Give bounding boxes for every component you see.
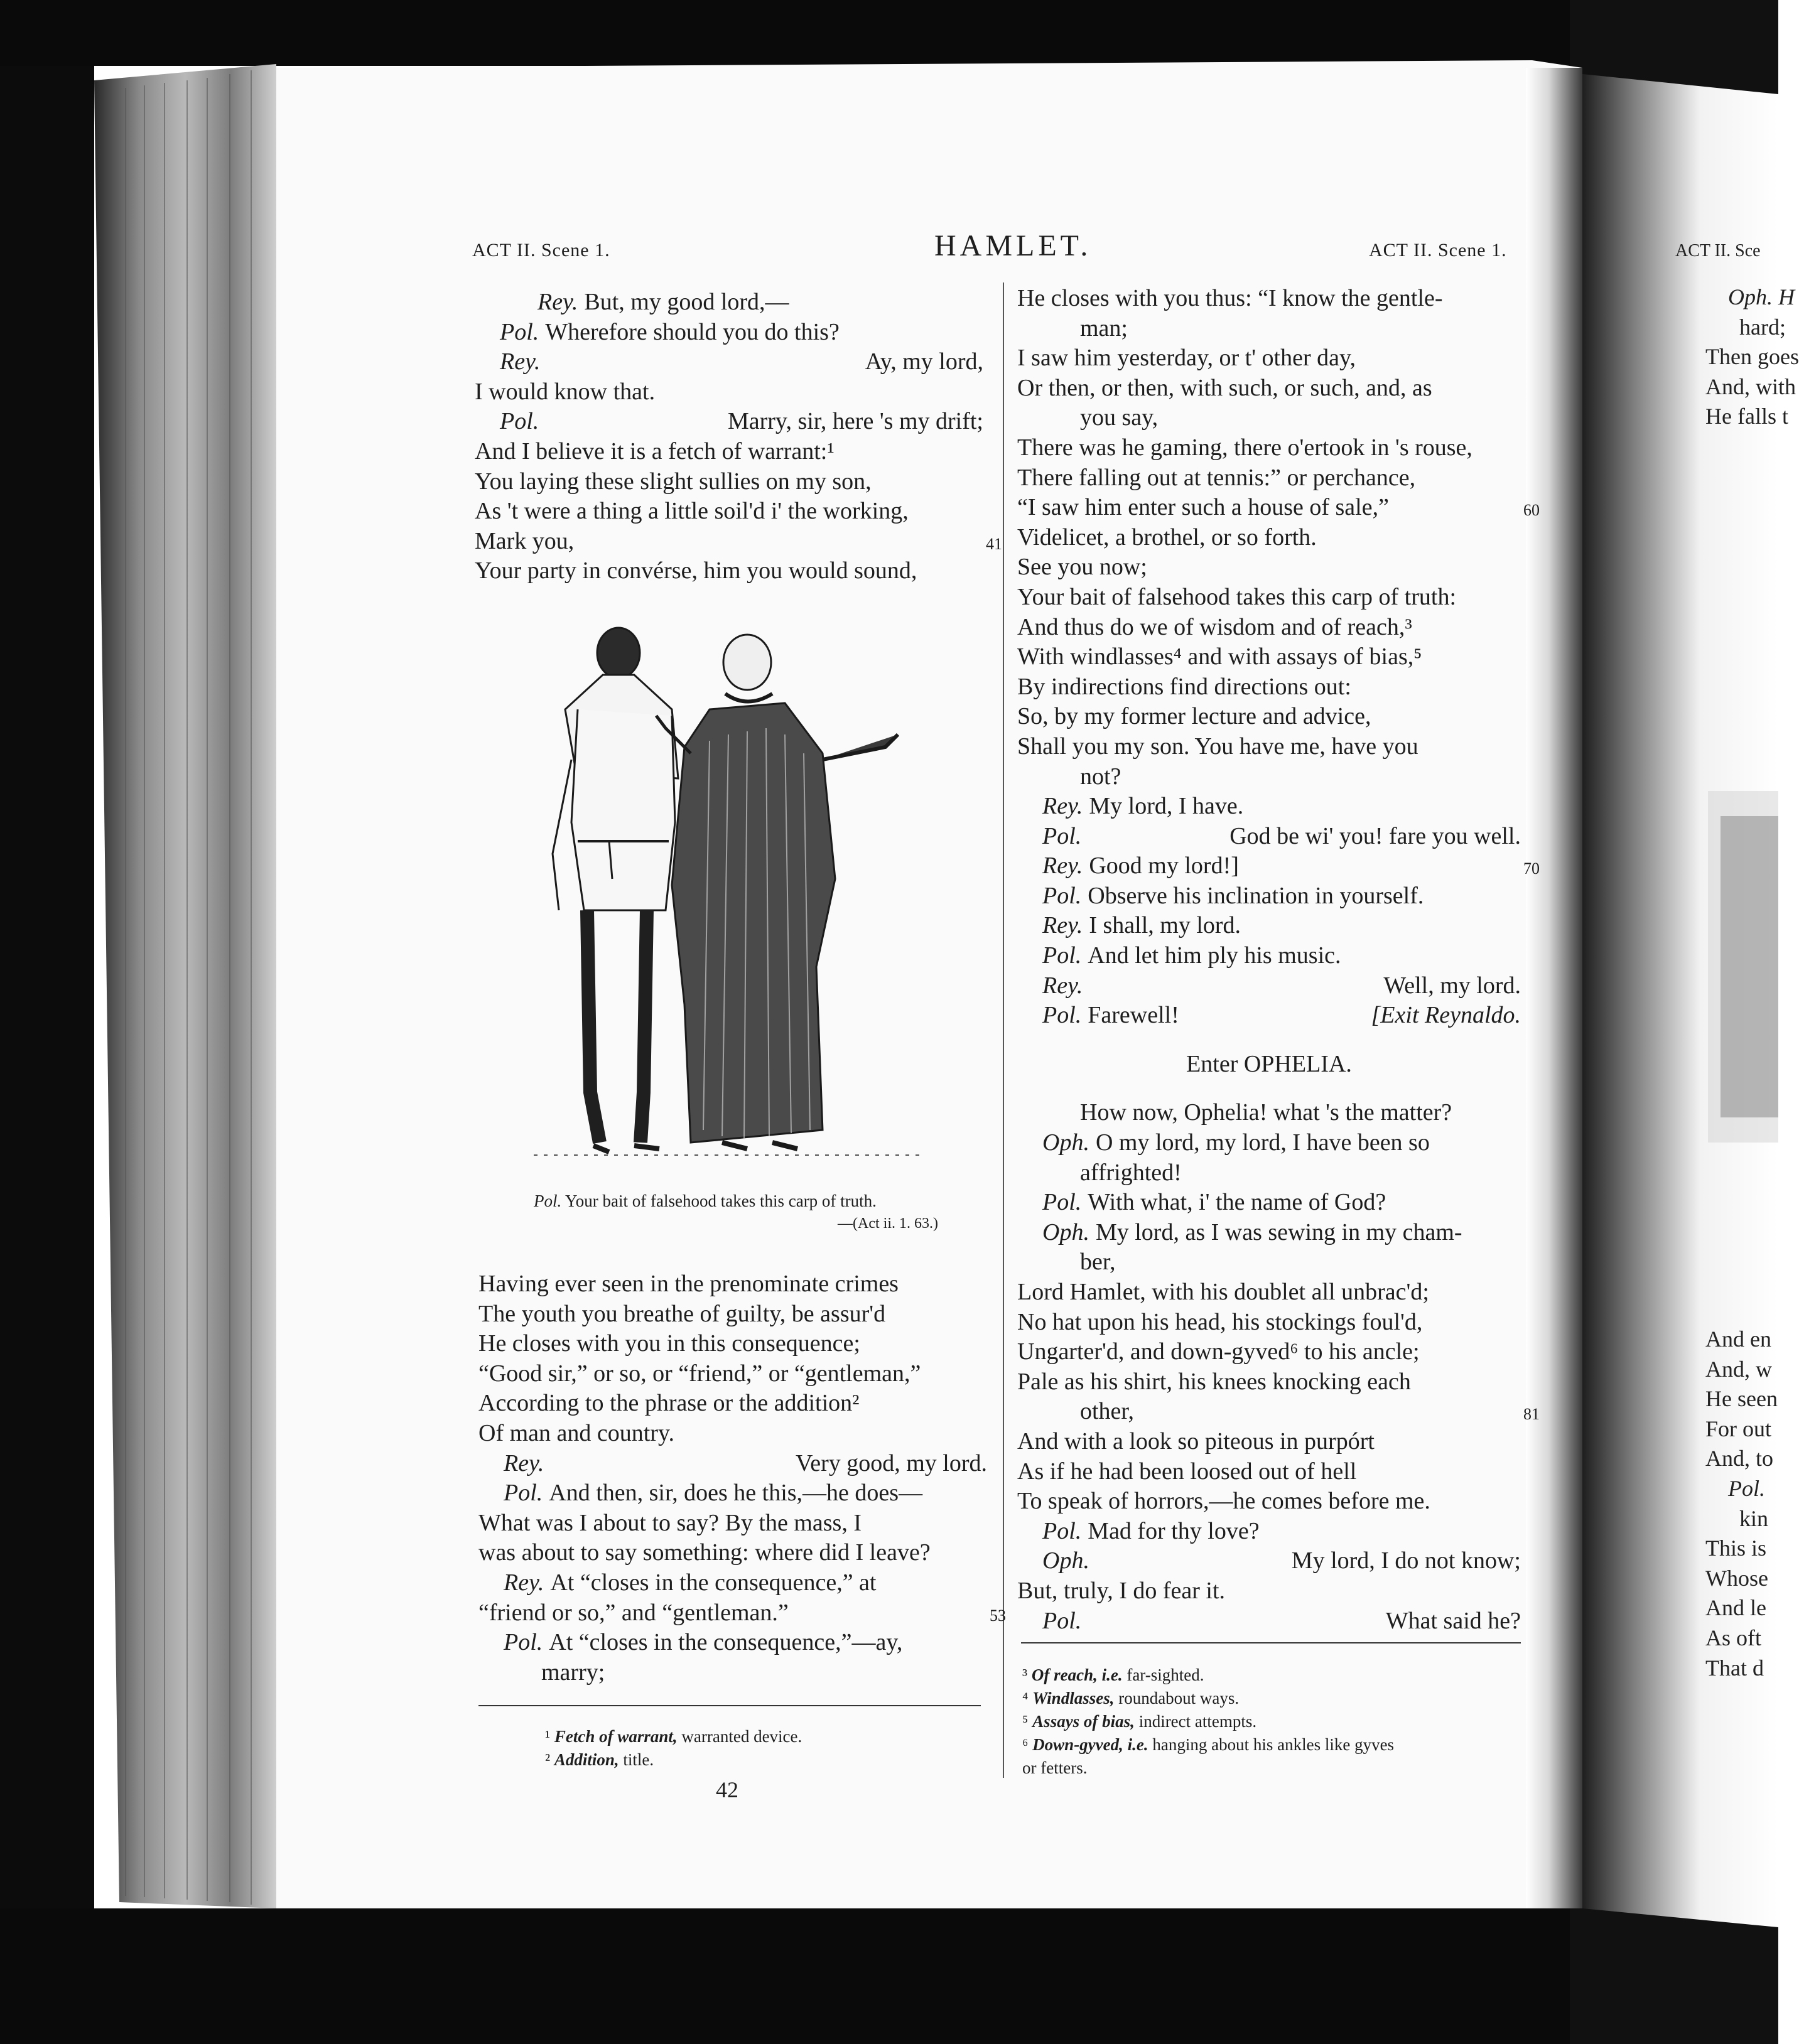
footnote-mark: ⁵ bbox=[1022, 1712, 1033, 1731]
opposite-page-line: Then goes bbox=[1705, 344, 1799, 370]
speaker-name: Rey. bbox=[1042, 972, 1083, 999]
verse-line bbox=[478, 1329, 987, 1359]
verse-line bbox=[478, 1389, 987, 1419]
verse-line bbox=[478, 1509, 987, 1539]
speaker-name: Pol. bbox=[1042, 1607, 1082, 1634]
verse-text: Farewell! bbox=[1088, 1002, 1179, 1029]
verse-text: As 't were a thing a little soil'd i' the working, bbox=[475, 498, 909, 525]
speaker-name: Pol. bbox=[1042, 1517, 1082, 1544]
verse-text: Marry, sir, here 's my drift; bbox=[727, 408, 983, 435]
verse-text: Of man and country. bbox=[478, 1419, 674, 1446]
verse-text: I would know that. bbox=[475, 378, 656, 405]
verse-line bbox=[478, 1478, 987, 1509]
opposite-page-line: He falls t bbox=[1705, 404, 1788, 429]
verse-text: By indirections find directions out: bbox=[1017, 673, 1351, 700]
footnote-text: title. bbox=[619, 1750, 654, 1769]
speaker-name: Pol. bbox=[1042, 1189, 1082, 1216]
verse-line bbox=[1017, 613, 1521, 643]
speaker-name: Rey. bbox=[1042, 912, 1083, 939]
verse-text: What said he? bbox=[1385, 1607, 1521, 1634]
verse-text: And with a look so piteous in purpórt bbox=[1017, 1428, 1375, 1455]
verse-line bbox=[478, 1598, 1006, 1628]
verse-text: Videlicet, a brothel, or so forth. bbox=[1017, 524, 1317, 551]
verse-text: Good my lord!] bbox=[1089, 853, 1239, 879]
speaker-name: Rey. bbox=[1042, 853, 1083, 879]
verse-line bbox=[478, 1568, 987, 1598]
verse-line bbox=[478, 1299, 987, 1330]
line-number: 53 bbox=[990, 1606, 1006, 1625]
speaker-name: Rey. bbox=[1042, 793, 1083, 820]
page-number: 42 bbox=[716, 1777, 738, 1802]
footnote-text: hanging about his ankles like gyves bbox=[1148, 1735, 1395, 1754]
verse-text: He closes with you in this consequence; bbox=[478, 1330, 860, 1357]
footnote-term: Down-gyved, i.e. bbox=[1032, 1735, 1148, 1754]
speaker-name: Pol. bbox=[1042, 1002, 1082, 1029]
verse-text: See you now; bbox=[1017, 554, 1147, 581]
verse-text: “I saw him enter such a house of sale,” bbox=[1017, 494, 1389, 521]
speaker-name: Pol. bbox=[1042, 882, 1082, 909]
running-header-right: ACT II. Scene 1. bbox=[1369, 240, 1507, 261]
verse-line bbox=[475, 407, 983, 437]
verse-text: not? bbox=[1080, 763, 1121, 790]
verse-line bbox=[475, 497, 983, 527]
running-header-title: HAMLET. bbox=[934, 229, 1092, 262]
opposite-page-line: And, with bbox=[1705, 374, 1796, 399]
verse-line bbox=[478, 1628, 987, 1658]
verse-text: Mad for thy love? bbox=[1088, 1517, 1260, 1544]
verse-line bbox=[1017, 971, 1521, 1001]
verse-line bbox=[1017, 1278, 1521, 1308]
verse-text: Observe his inclination in yourself. bbox=[1088, 882, 1424, 909]
verse-line bbox=[1017, 702, 1521, 732]
opposite-page-line: Whose bbox=[1705, 1565, 1768, 1591]
verse-line bbox=[1017, 1128, 1521, 1158]
verse-text: Mark you, bbox=[475, 527, 575, 554]
verse-text: Very good, my lord. bbox=[795, 1450, 987, 1477]
footnotes-left bbox=[545, 1725, 802, 1772]
verse-line bbox=[1017, 403, 1521, 433]
verse-line bbox=[478, 1359, 987, 1389]
verse-text: Having ever seen in the prenominate crimes bbox=[478, 1271, 899, 1297]
opposite-page-line: Pol. bbox=[1728, 1476, 1765, 1501]
illustration-caption bbox=[534, 1191, 877, 1211]
verse-text: Lord Hamlet, with his doublet all unbrac'd; bbox=[1017, 1279, 1429, 1305]
verse-line bbox=[1017, 374, 1521, 404]
opposite-page-line: This is bbox=[1705, 1536, 1767, 1561]
verse-line bbox=[1017, 583, 1521, 613]
opposite-page-line: And, w bbox=[1705, 1356, 1772, 1382]
verse-text: I shall, my lord. bbox=[1089, 912, 1241, 939]
verse-line bbox=[475, 467, 983, 497]
verse-line bbox=[1017, 1031, 1521, 1050]
speaker-name: Pol. bbox=[504, 1629, 543, 1656]
speaker-name: Oph. bbox=[1042, 1129, 1089, 1156]
verse-text: With what, i' the name of God? bbox=[1088, 1189, 1386, 1216]
verse-text: To speak of horrors,—he comes before me. bbox=[1017, 1488, 1430, 1515]
verse-line bbox=[1017, 493, 1540, 523]
footnote-text: indirect attempts. bbox=[1134, 1712, 1257, 1731]
verse-text: At “closes in the consequence,”—ay, bbox=[549, 1629, 903, 1656]
opposite-page-line: He seen bbox=[1705, 1386, 1778, 1412]
verse-line bbox=[1017, 1001, 1521, 1031]
verse-text: you say, bbox=[1080, 404, 1159, 431]
verse-text: Ungarter'd, and down-gyved⁶ to his ancle; bbox=[1017, 1338, 1420, 1365]
verse-line bbox=[1017, 1517, 1521, 1547]
footnote bbox=[1022, 1756, 1394, 1780]
verse-line bbox=[1017, 851, 1540, 881]
verse-text: And I believe it is a fetch of warrant:¹ bbox=[475, 438, 835, 465]
verse-line bbox=[1017, 642, 1521, 672]
verse-text: Ay, my lord, bbox=[865, 348, 983, 375]
speaker-name: Oph. bbox=[1042, 1547, 1089, 1574]
left-column-top bbox=[475, 288, 1002, 586]
verse-line bbox=[478, 1658, 987, 1688]
verse-line bbox=[1017, 314, 1521, 344]
footnote-term: Of reach, i.e. bbox=[1031, 1665, 1123, 1684]
verse-text: There falling out at tennis:” or perchance, bbox=[1017, 464, 1416, 491]
verse-line bbox=[1017, 1546, 1521, 1576]
verse-line bbox=[1017, 1457, 1521, 1487]
opposite-page-line: kin bbox=[1739, 1505, 1769, 1531]
verse-line bbox=[1017, 1079, 1521, 1098]
verse-text: affrighted! bbox=[1080, 1159, 1182, 1186]
verse-text: Pale as his shirt, his knees knocking each bbox=[1017, 1368, 1411, 1395]
footnote bbox=[1022, 1687, 1394, 1710]
opposite-page-line: Oph. H bbox=[1728, 284, 1795, 309]
verse-text: Your party in convérse, him you would sound, bbox=[475, 557, 917, 584]
footnote-term: Windlasses, bbox=[1032, 1689, 1115, 1708]
opposite-page-line: hard; bbox=[1739, 314, 1786, 340]
verse-text: No hat upon his head, his stockings foul'd, bbox=[1017, 1308, 1423, 1335]
footnote bbox=[1022, 1733, 1394, 1756]
opposite-page-line: As oft bbox=[1705, 1625, 1761, 1650]
verse-text: Shall you my son. You have me, have you bbox=[1017, 733, 1418, 760]
line-number: 60 bbox=[1523, 501, 1540, 520]
verse-text: ber, bbox=[1080, 1249, 1116, 1276]
verse-text: Your bait of falsehood takes this carp of truth: bbox=[1017, 583, 1457, 610]
footnote-mark: ² bbox=[545, 1750, 554, 1769]
line-number: 70 bbox=[1523, 859, 1540, 878]
verse-text: But, my good lord,— bbox=[584, 289, 789, 315]
verse-text: At “closes in the consequence,” at bbox=[550, 1569, 877, 1596]
footnote-mark: ³ bbox=[1022, 1665, 1032, 1684]
line-number: 41 bbox=[986, 534, 1002, 553]
footnote-rule-right bbox=[1021, 1642, 1521, 1643]
verse-line bbox=[1017, 762, 1521, 792]
verse-line bbox=[1017, 672, 1521, 702]
verse-line bbox=[1017, 1367, 1521, 1397]
speaker-name: Pol. bbox=[1042, 942, 1082, 969]
verse-text: And thus do we of wisdom and of reach,³ bbox=[1017, 613, 1412, 640]
verse-text: Or then, or then, with such, or such, and, as bbox=[1017, 374, 1432, 401]
verse-line bbox=[1017, 1576, 1521, 1606]
illustration-polonius-reynaldo bbox=[484, 615, 973, 1168]
caption-reference: —(Act ii. 1. 63.) bbox=[838, 1215, 938, 1232]
opposite-page-line: That d bbox=[1705, 1655, 1764, 1681]
verse-line bbox=[475, 377, 983, 407]
speaker-name: Pol. bbox=[500, 318, 539, 345]
verse-line bbox=[475, 318, 983, 348]
verse-line bbox=[1017, 1397, 1540, 1427]
verse-line bbox=[1017, 1606, 1521, 1637]
verse-line bbox=[1017, 523, 1521, 553]
footnote bbox=[1022, 1664, 1394, 1687]
verse-line bbox=[1017, 552, 1521, 583]
verse-text: What was I about to say? By the mass, I bbox=[478, 1509, 862, 1536]
footnote bbox=[545, 1748, 802, 1772]
verse-text: other, bbox=[1080, 1398, 1135, 1425]
verse-line bbox=[1017, 822, 1521, 852]
verse-text: I saw him yesterday, or t' other day, bbox=[1017, 345, 1356, 372]
footnote-mark: ¹ bbox=[545, 1727, 554, 1746]
verse-line bbox=[1017, 1218, 1521, 1248]
verse-line bbox=[1017, 1247, 1521, 1278]
verse-text: As if he had been loosed out of hell bbox=[1017, 1458, 1357, 1485]
stage-direction: [Exit Reynaldo. bbox=[1371, 1002, 1521, 1029]
opposite-page-line: And, to bbox=[1705, 1446, 1773, 1471]
left-column-bottom bbox=[478, 1269, 1006, 1687]
verse-text: With windlasses⁴ and with assays of bias,⁵ bbox=[1017, 643, 1422, 670]
verse-text: There was he gaming, there o'ertook in 's rouse, bbox=[1017, 434, 1472, 461]
footnote bbox=[1022, 1710, 1394, 1733]
verse-line bbox=[478, 1419, 987, 1449]
verse-line bbox=[1017, 1487, 1521, 1517]
verse-line bbox=[1017, 881, 1521, 912]
footnote-text: far-sighted. bbox=[1122, 1665, 1204, 1684]
verse-line bbox=[1017, 732, 1521, 762]
verse-line bbox=[475, 437, 983, 467]
verse-text: O my lord, my lord, I have been so bbox=[1095, 1129, 1430, 1156]
verse-line bbox=[1017, 1050, 1521, 1080]
speaker-name: Pol. bbox=[1042, 822, 1082, 849]
footnote-term: Addition, bbox=[554, 1750, 619, 1769]
footnote bbox=[545, 1725, 802, 1748]
verse-line bbox=[475, 347, 983, 377]
verse-text: The youth you breathe of guilty, be assur'd bbox=[478, 1300, 886, 1327]
speaker-name: Rey. bbox=[504, 1569, 544, 1596]
verse-line bbox=[478, 1269, 987, 1299]
verse-text: How now, Ophelia! what 's the matter? bbox=[1080, 1099, 1452, 1126]
footnotes-right bbox=[1022, 1664, 1394, 1780]
right-column bbox=[1017, 284, 1540, 1636]
footnote-mark: ⁶ bbox=[1022, 1735, 1033, 1754]
verse-line bbox=[478, 1449, 987, 1479]
verse-line bbox=[1017, 463, 1521, 493]
verse-text: “Good sir,” or so, or “friend,” or “gentleman,” bbox=[478, 1360, 921, 1387]
verse-text: man; bbox=[1080, 315, 1128, 342]
speaker-name: Rey. bbox=[504, 1450, 544, 1477]
caption-text: Your bait of falsehood takes this carp of truth. bbox=[565, 1191, 877, 1210]
verse-line bbox=[1017, 1188, 1521, 1218]
verse-text: Enter OPHELIA. bbox=[1186, 1050, 1352, 1077]
footnote-rule-left bbox=[478, 1705, 981, 1706]
footnote-text: roundabout ways. bbox=[1114, 1689, 1240, 1708]
verse-text: And let him ply his music. bbox=[1088, 942, 1341, 969]
verse-text: My lord, as I was sewing in my cham- bbox=[1095, 1218, 1462, 1245]
footnote-term: Assays of bias, bbox=[1032, 1712, 1135, 1731]
verse-text: So, by my former lecture and advice, bbox=[1017, 703, 1371, 730]
footnote-text: warranted device. bbox=[677, 1727, 802, 1746]
verse-text: marry; bbox=[541, 1659, 605, 1686]
opposite-page-line: And en bbox=[1705, 1326, 1771, 1352]
verse-line bbox=[1017, 911, 1521, 941]
verse-text: You laying these slight sullies on my son, bbox=[475, 468, 872, 495]
verse-text: But, truly, I do fear it. bbox=[1017, 1577, 1226, 1604]
speaker-name: Rey. bbox=[538, 289, 578, 315]
verse-line bbox=[475, 527, 1002, 557]
verse-line bbox=[1017, 343, 1521, 374]
verse-line bbox=[1017, 1098, 1521, 1128]
line-number: 81 bbox=[1523, 1405, 1540, 1424]
verse-text: According to the phrase or the addition² bbox=[478, 1390, 860, 1417]
opposite-page-line: And le bbox=[1705, 1595, 1766, 1621]
verse-line bbox=[1017, 1337, 1521, 1367]
verse-text: And then, sir, does he this,—he does— bbox=[549, 1480, 923, 1507]
speaker-name: Rey. bbox=[500, 348, 541, 375]
verse-line bbox=[475, 556, 983, 586]
verse-line bbox=[1017, 792, 1521, 822]
footnote-term: Fetch of warrant, bbox=[554, 1727, 678, 1746]
speaker-name: Pol. bbox=[500, 408, 539, 435]
verse-text: My lord, I do not know; bbox=[1291, 1547, 1521, 1574]
verse-text: Well, my lord. bbox=[1383, 972, 1521, 999]
verse-line bbox=[478, 1538, 987, 1568]
verse-line bbox=[1017, 941, 1521, 971]
verse-line bbox=[1017, 1427, 1521, 1457]
caption-speaker: Pol. bbox=[534, 1191, 562, 1210]
footnote-text: or fetters. bbox=[1022, 1758, 1088, 1777]
verse-line bbox=[475, 288, 983, 318]
verse-line bbox=[1017, 1308, 1521, 1338]
verse-text: was about to say something: where did I leave? bbox=[478, 1539, 931, 1566]
verse-text: Wherefore should you do this? bbox=[545, 318, 840, 345]
opposite-page-header: ACT II. Sce bbox=[1675, 241, 1761, 261]
verse-text: God be wi' you! fare you well. bbox=[1229, 822, 1521, 849]
verse-line bbox=[1017, 433, 1521, 463]
verse-text: “friend or so,” and “gentleman.” bbox=[478, 1599, 789, 1626]
running-header-left: ACT II. Scene 1. bbox=[472, 240, 610, 261]
verse-line bbox=[1017, 1158, 1521, 1188]
footnote-mark: ⁴ bbox=[1022, 1689, 1033, 1708]
opposite-page-line: For out bbox=[1705, 1416, 1772, 1441]
verse-line bbox=[1017, 284, 1521, 314]
speaker-name: Pol. bbox=[504, 1480, 543, 1507]
speaker-name: Oph. bbox=[1042, 1218, 1089, 1245]
verse-text: He closes with you thus: “I know the gentle- bbox=[1017, 285, 1443, 311]
verse-text: My lord, I have. bbox=[1089, 793, 1244, 820]
